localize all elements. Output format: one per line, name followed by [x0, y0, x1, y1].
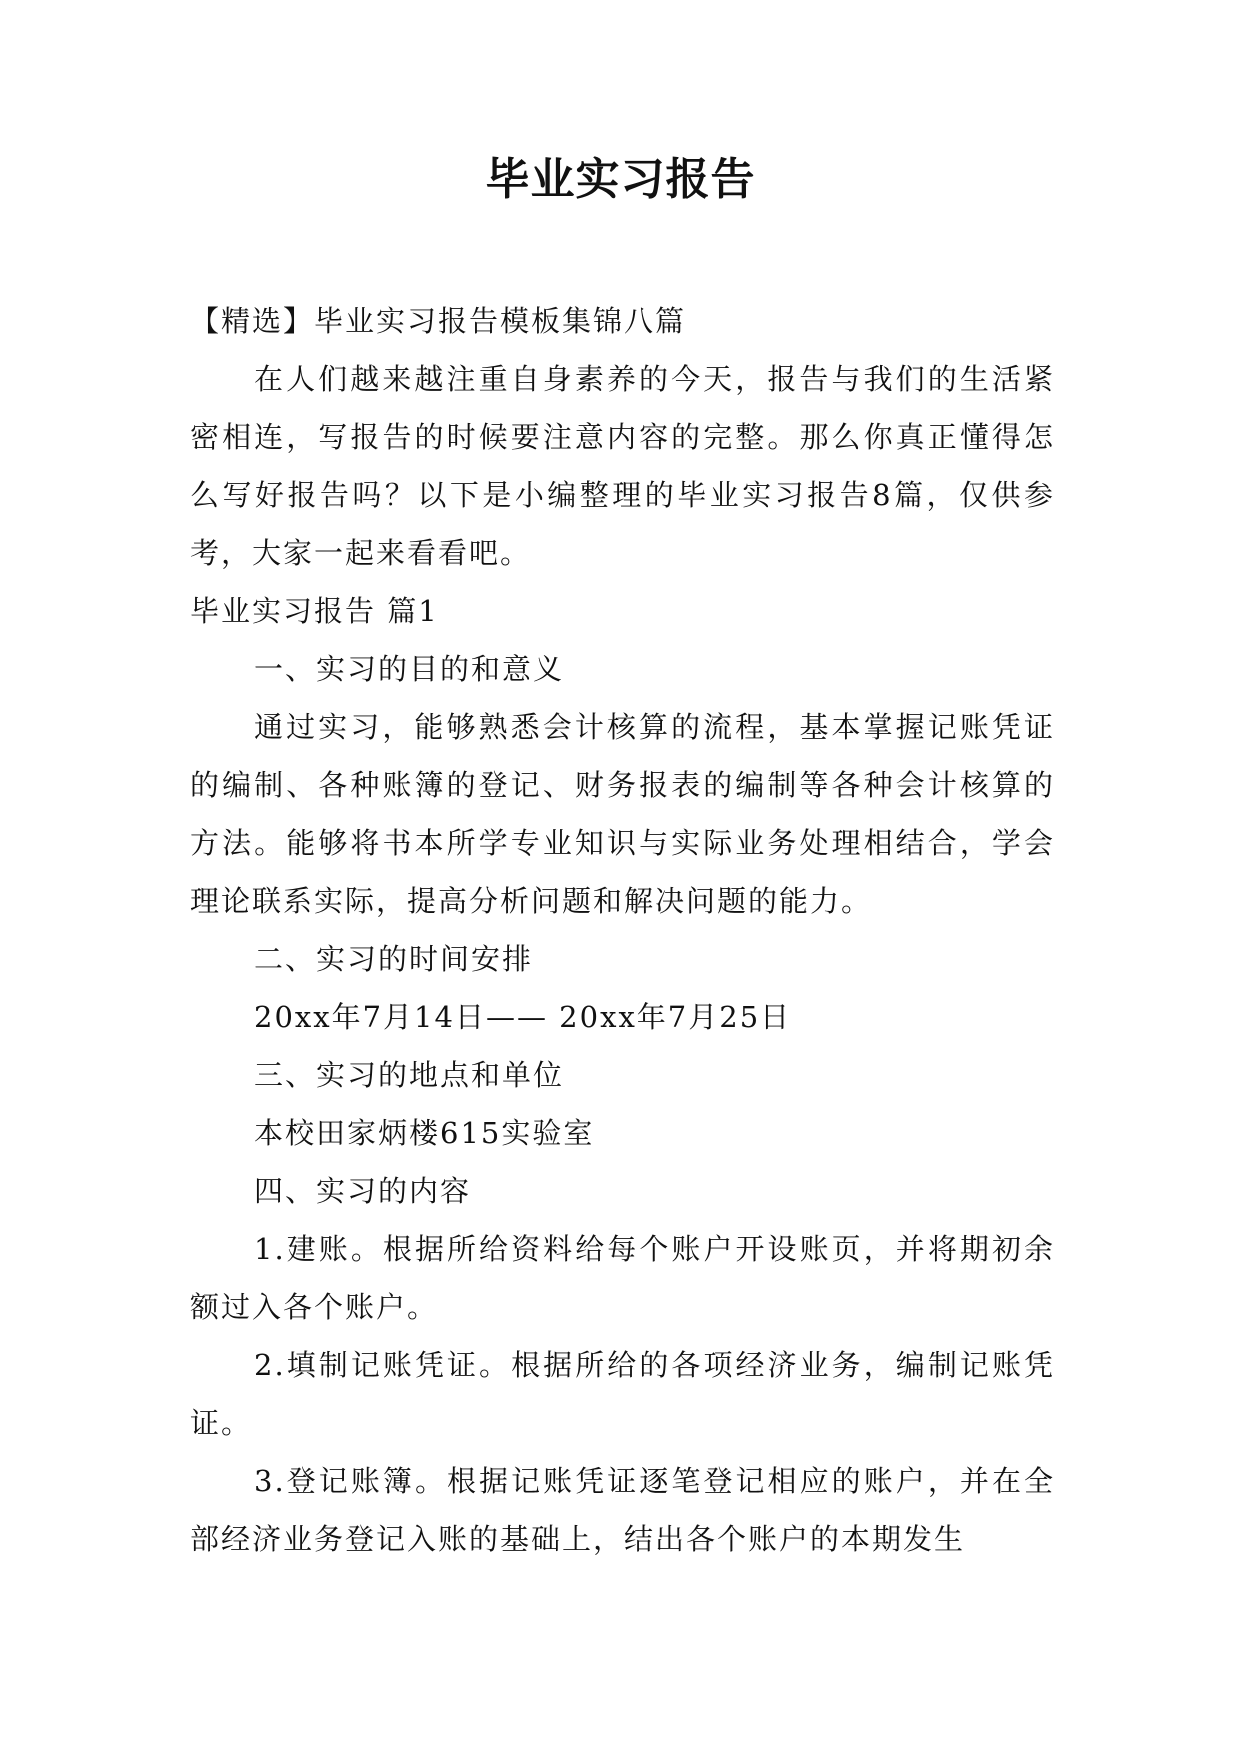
list-item: 3.登记账簿。根据记账凭证逐笔登记相应的账户，并在全部经济业务登记入账的基础上，结出各个账户的本期发生	[190, 1464, 1055, 1556]
heading-content: 四、实习的内容	[254, 1174, 472, 1208]
document-body	[190, 292, 1055, 1568]
paragraph-location: 本校田家炳楼615实验室	[254, 1116, 595, 1150]
intro-paragraph: 在人们越来越注重自身素养的今天，报告与我们的生活紧密相连，写报告的时候要注意内容的完整。那么你真正懂得怎么写好报告吗？以下是小编整理的毕业实习报告8篇，仅供参考，大家一起来看看吧。	[190, 362, 1055, 570]
paragraph-purpose: 通过实习，能够熟悉会计核算的流程，基本掌握记账凭证的编制、各种账簿的登记、财务报表的编制等各种会计核算的方法。能够将书本所学专业知识与实际业务处理相结合，学会理论联系实际，提高分析问题和解决问题的能力。	[190, 710, 1055, 918]
paragraph-schedule: 20xx年7月14日—— 20xx年7月25日	[254, 1000, 792, 1034]
list-item: 1.建账。根据所给资料给每个账户开设账页，并将期初余额过入各个账户。	[190, 1232, 1055, 1324]
document-subtitle: 【精选】毕业实习报告模板集锦八篇	[190, 304, 687, 338]
heading-purpose: 一、实习的目的和意义	[254, 652, 565, 686]
heading-location: 三、实习的地点和单位	[254, 1058, 565, 1092]
section-heading: 毕业实习报告 篇1	[190, 594, 439, 628]
heading-schedule: 二、实习的时间安排	[254, 942, 534, 976]
document-title: 毕业实习报告	[485, 154, 756, 205]
list-item: 2.填制记账凭证。根据所给的各项经济业务，编制记账凭证。	[190, 1348, 1055, 1440]
